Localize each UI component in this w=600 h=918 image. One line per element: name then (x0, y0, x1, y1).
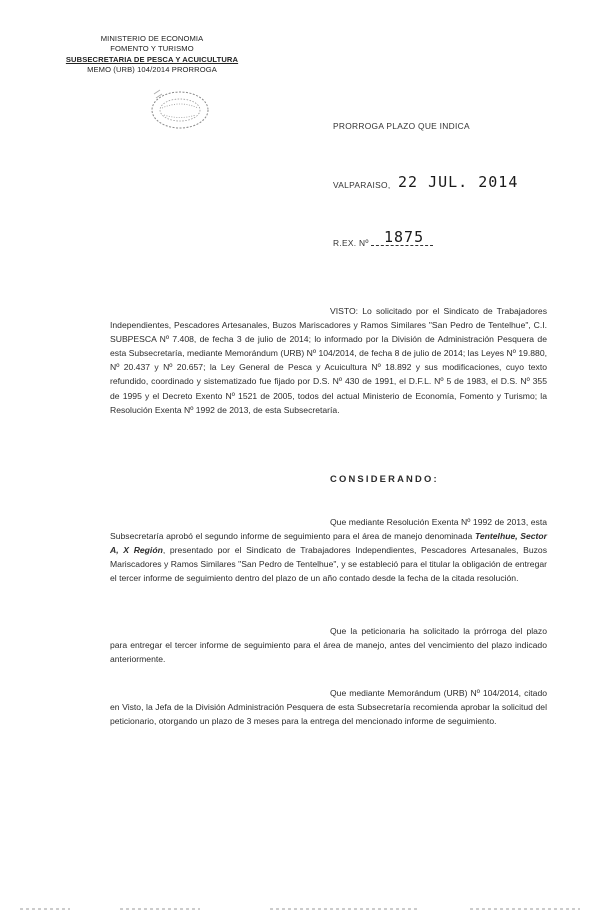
letterhead (52, 34, 252, 75)
visto-paragraph (110, 304, 547, 417)
scan-footer-marks (0, 906, 600, 912)
p2-text: Que la peticionaria ha solicitado la prórroga del plazo para entregar el tercer informe de seguimiento para el área de manejo, antes del vencimiento del plazo indicado anteriormente. (110, 626, 547, 665)
ministry-name: MINISTERIO DE ECONOMIA (100, 34, 204, 43)
considerando-heading: CONSIDERANDO: (330, 473, 439, 484)
document-subject: PRORROGA PLAZO QUE INDICA (333, 121, 470, 131)
subsecretaria-name: SUBSECRETARIA DE PESCA Y ACUICULTURA (65, 54, 239, 64)
ministry-subtitle: FOMENTO Y TURISMO (110, 44, 194, 54)
place-label: VALPARAISO, (333, 180, 391, 190)
memo-reference: MEMO (URB) 104/2014 PRORROGA (87, 64, 217, 74)
considerando-paragraph-1 (110, 515, 547, 585)
p1-area-name: Tentelhue, Sector A, X Región (110, 531, 547, 556)
rex-number: 1875 (384, 228, 425, 246)
p3-text: Que mediante Memorándum (URB) Nº 104/2014, citado en Visto, la Jefa de la División Administración Pesquera de esta Subsecretaría recomienda aprobar la solicitud del peticionario, otorgando un plazo de 3 meses para la entrega del mencionado informe de seguimiento. (110, 688, 547, 727)
rex-label-text: R.EX. Nº (333, 238, 369, 248)
considerando-paragraph-2 (110, 624, 547, 666)
handwritten-date: 22 JUL. 2014 (398, 173, 519, 191)
visto-text: VISTO: Lo solicitado por el Sindicato de Trabajadores Independientes, Pescadores Artesanales, Buzos Mariscadores y Ramos Similares "San Pedro de Tentelhue", C.I. SUBPESCA Nº 7.408, de fecha 3 de julio de 2014; lo informado por la División de Administración Pesquera de esta Subsecretaría, mediante Memorándum (URB) Nº 104/2014, de fecha 8 de julio de 2014; las Leyes Nº 19.880, Nº 20.437 y Nº 20.657; la Ley General de Pesca y Acuicultura Nº 18.892 y sus modificaciones, cuyo texto refundido, coordinado y sistematizado fue fijado por D.S. Nº 430 de 1991, el D.F.L. Nº 5 de 1983, el D.S. Nº 355 de 1995 y el Decreto Exento Nº 1521 de 2005, todos del actual Ministerio de Economía, Fomento y Turismo; la Resolución Exenta Nº 1992 de 2013, de esta Subsecretaría. (110, 306, 547, 415)
official-stamp-icon (148, 88, 212, 132)
p1-text-before: Que mediante Resolución Exenta Nº 1992 de 2013, esta Subsecretaría aprobó el segundo informe de seguimiento para el área de manejo denominada (110, 517, 547, 542)
p1-text-after: , presentado por el Sindicato de Trabajadores Independientes, Pescadores Artesanales, Buzos Mariscadores y Ramos Similares "San Pedro de Tentelhue", y se estableció para el titular la obligación de entregar el tercer informe de seguimiento dentro del plazo de un año contado desde la fecha de la citada resolución. (110, 545, 547, 584)
considerando-paragraph-3 (110, 686, 547, 728)
